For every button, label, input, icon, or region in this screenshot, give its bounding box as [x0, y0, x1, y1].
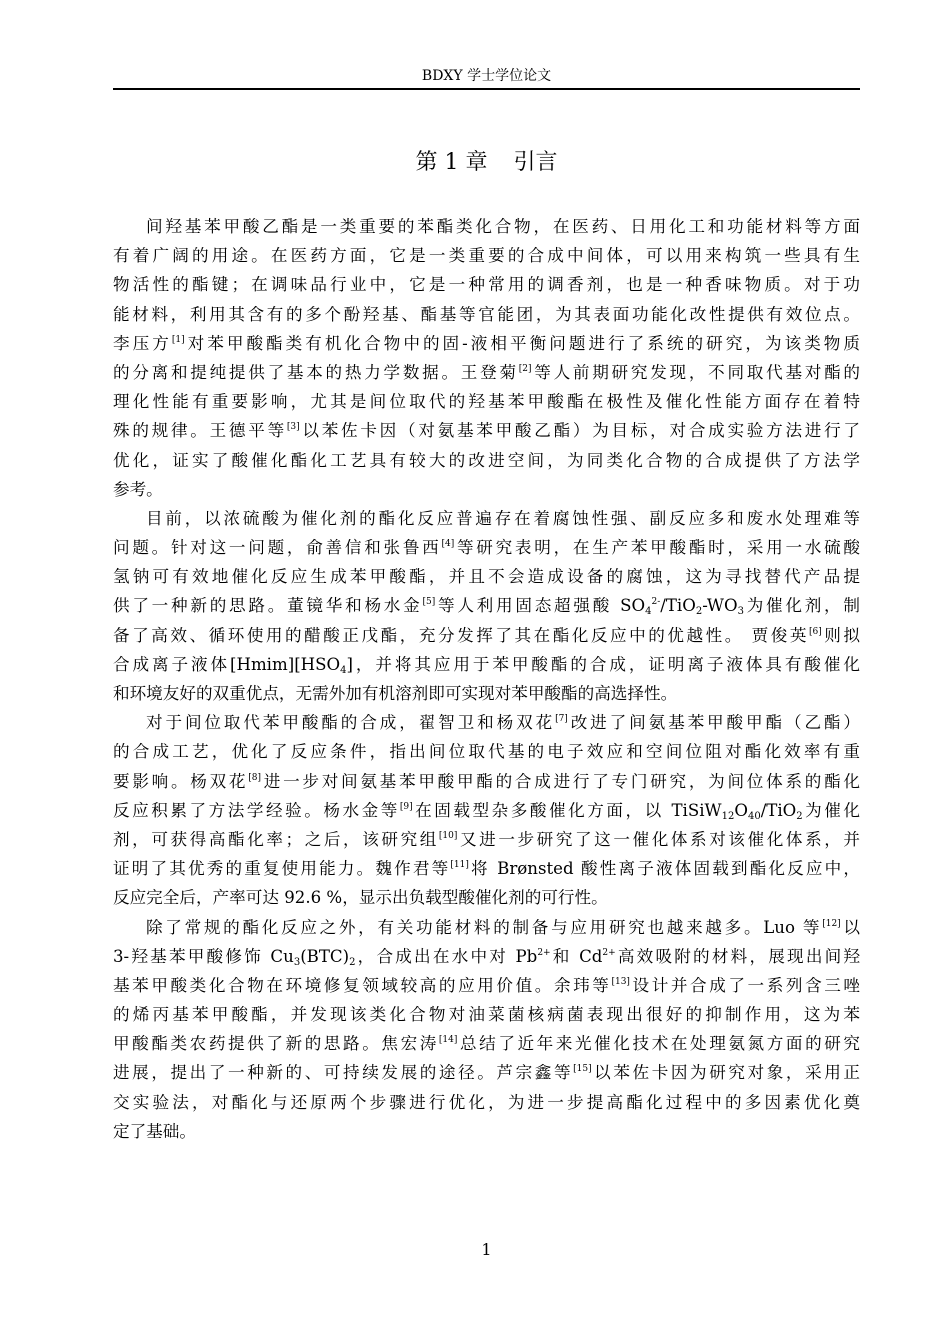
body-text [113, 212, 860, 1146]
paragraph-line: 的分离和提纯提供了基本的热力学数据。王登菊[2]等人前期研究发现，不同取代基对酯的 [113, 362, 861, 382]
paragraph-line: 基苯甲酸类化合物在环境修复领域较高的应用价值。余玮等[13]设计并合成了一系列含三唑 [113, 975, 861, 995]
paragraph-line: 优化，证实了酸催化酯化工艺具有较大的改进空间，为同类化合物的合成提供了方法学 [113, 450, 860, 470]
paragraph-line: 要影响。杨双花[8]进一步对间氨基苯甲酸甲酯的合成进行了专门研究，为间位体系的酯化 [113, 771, 861, 791]
paragraph-line: 定了基础。 [113, 1121, 196, 1141]
citation: [13] [611, 976, 630, 987]
citation: [14] [438, 1035, 458, 1046]
paragraph-line: 证明了其优秀的重复使用能力。魏作君等[11]将 Brønsted 酸性离子液体固载到酯化反应中， [113, 859, 860, 879]
citation: [4] [441, 539, 455, 550]
paragraph-line: 间羟基苯甲酸乙酯是一类重要的苯酯类化合物，在医药、日用化工和功能材料等方面 [146, 217, 860, 236]
citation: [15] [573, 1064, 592, 1075]
paragraph-line: 备了高效、循环使用的醋酸正戊酯，充分发挥了其在酯化反应中的优越性。 贾俊英[6]则拟 [113, 625, 860, 645]
paragraph-line: 反应积累了方法学经验。杨水金等[9]在固载型杂多酸催化方面，以 $TiSiW_{12}O_{40}/TiO_2$为催化 [113, 800, 861, 822]
paragraph-line: 3-羟基苯甲酸修饰 $Cu_3(BTC)_2$，合成出在水中对 $Pb^{2+}$和 $Cd^{2+}$高效吸附的材料，展现出间羟 [113, 946, 861, 968]
paragraph-line: 对于间位取代苯甲酸酯的合成，翟智卫和杨双花[7]改进了间氨基苯甲酸甲酯（乙酯） [146, 713, 860, 733]
paragraph-line: 的烯丙基苯甲酸酯，并发现该类化合物对油菜菌核病菌表现出很好的抑制作用，这为苯 [113, 1005, 860, 1025]
citation: [8] [248, 772, 262, 783]
paragraph-line: 的合成工艺，优化了反应条件，指出间位取代基的电子效应和空间位阻对酯化效率有重 [113, 742, 860, 762]
citation: [5] [422, 597, 436, 608]
citation: [1] [171, 334, 185, 345]
paragraph-line: 有着广阔的用途。在医药方面，它是一类重要的合成中间体，可以用来构筑一些具有生 [113, 246, 860, 266]
paragraph-line: 除了常规的酯化反应之外，有关功能材料的制备与应用研究也越来越多。Luo 等[12]以 [146, 917, 860, 937]
chapter-title-text: 引言 [513, 150, 558, 175]
citation: [7] [555, 714, 568, 725]
citation: [9] [399, 801, 413, 812]
citation: [10] [438, 830, 458, 841]
citation: [2] [518, 363, 532, 374]
paragraph-line: 李压方[1]对苯甲酸酯类有机化合物中的固-液相平衡问题进行了系统的研究，为该类物质 [113, 333, 861, 353]
citation: [6] [809, 626, 822, 637]
paragraph-line: 甲酸酯类农药提供了新的思路。焦宏涛[14]总结了近年来光催化技术在处理氨氮方面的研究 [113, 1034, 861, 1054]
paragraph-line: 和环境友好的双重优点，无需外加有机溶剂即可实现对苯甲酸酯的高选择性。 [113, 684, 678, 703]
paragraph-line: 交实验法，对酯化与还原两个步骤进行优化，为进一步提高酯化过程中的多因素优化奠 [113, 1092, 860, 1112]
paragraph-line: 理化性能有重要影响，尤其是间位取代的羟基苯甲酸酯在极性及催化性能方面存在着特 [113, 392, 860, 412]
paragraph-line: 剂，可获得高酯化率；之后，该研究组[10]又进一步研究了这一催化体系对该催化体系，并 [113, 829, 861, 849]
header-rule [113, 88, 860, 90]
paragraph-line: 反应完全后，产率可达 92.6 %，显示出负载型酸催化剂的可行性。 [113, 888, 608, 908]
paragraph-line: 物活性的酯键；在调味品行业中，它是一种常用的调香剂，也是一种香味物质。对于功 [113, 275, 860, 295]
paragraph-line: 供了一种新的思路。董镜华和杨水金[5]等人利用固态超强酸 $SO_4^{2-}/TiO_2-WO_3$为催化剂，制 [113, 596, 860, 618]
citation: [12] [822, 918, 841, 929]
page-number: 1 [481, 1240, 492, 1259]
paragraph-line: 殊的规律。王德平等[3]以苯佐卡因（对氨基苯甲酸乙酯）为目标，对合成实验方法进行了 [113, 421, 861, 441]
paragraph-line: 问题。针对这一问题，俞善信和张鲁西[4]等研究表明，在生产苯甲酸酯时，采用一水硫酸 [113, 538, 861, 558]
citation: [11] [450, 860, 469, 871]
chapter-title [113, 148, 860, 178]
paragraph-line: 目前，以浓硫酸为催化剂的酯化反应普遍存在着腐蚀性强、副反应多和废水处理难等 [146, 508, 860, 528]
running-header: BDXY 学士学位论文 [421, 68, 552, 84]
paragraph-line: 能材料，利用其含有的多个酚羟基、酯基等官能团，为其表面功能化改性提供有效位点。 [113, 304, 860, 324]
paragraph-line: 进展，提出了一种新的、可持续发展的途径。芦宗鑫等[15]以苯佐卡因为研究对象，采用正 [113, 1063, 861, 1083]
paragraph-line: 参考。 [113, 479, 163, 499]
paragraph-line: 氢钠可有效地催化反应生成苯甲酸酯，并且不会造成设备的腐蚀，这为寻找替代产品提 [113, 567, 860, 587]
citation: [3] [286, 422, 300, 433]
chapter-number: 第 1 章 [415, 150, 488, 175]
paragraph-line: 合成离子液体$[Hmim][HSO_4]$，并将其应用于苯甲酸酯的合成，证明离子液体具有酸催化 [113, 654, 860, 676]
